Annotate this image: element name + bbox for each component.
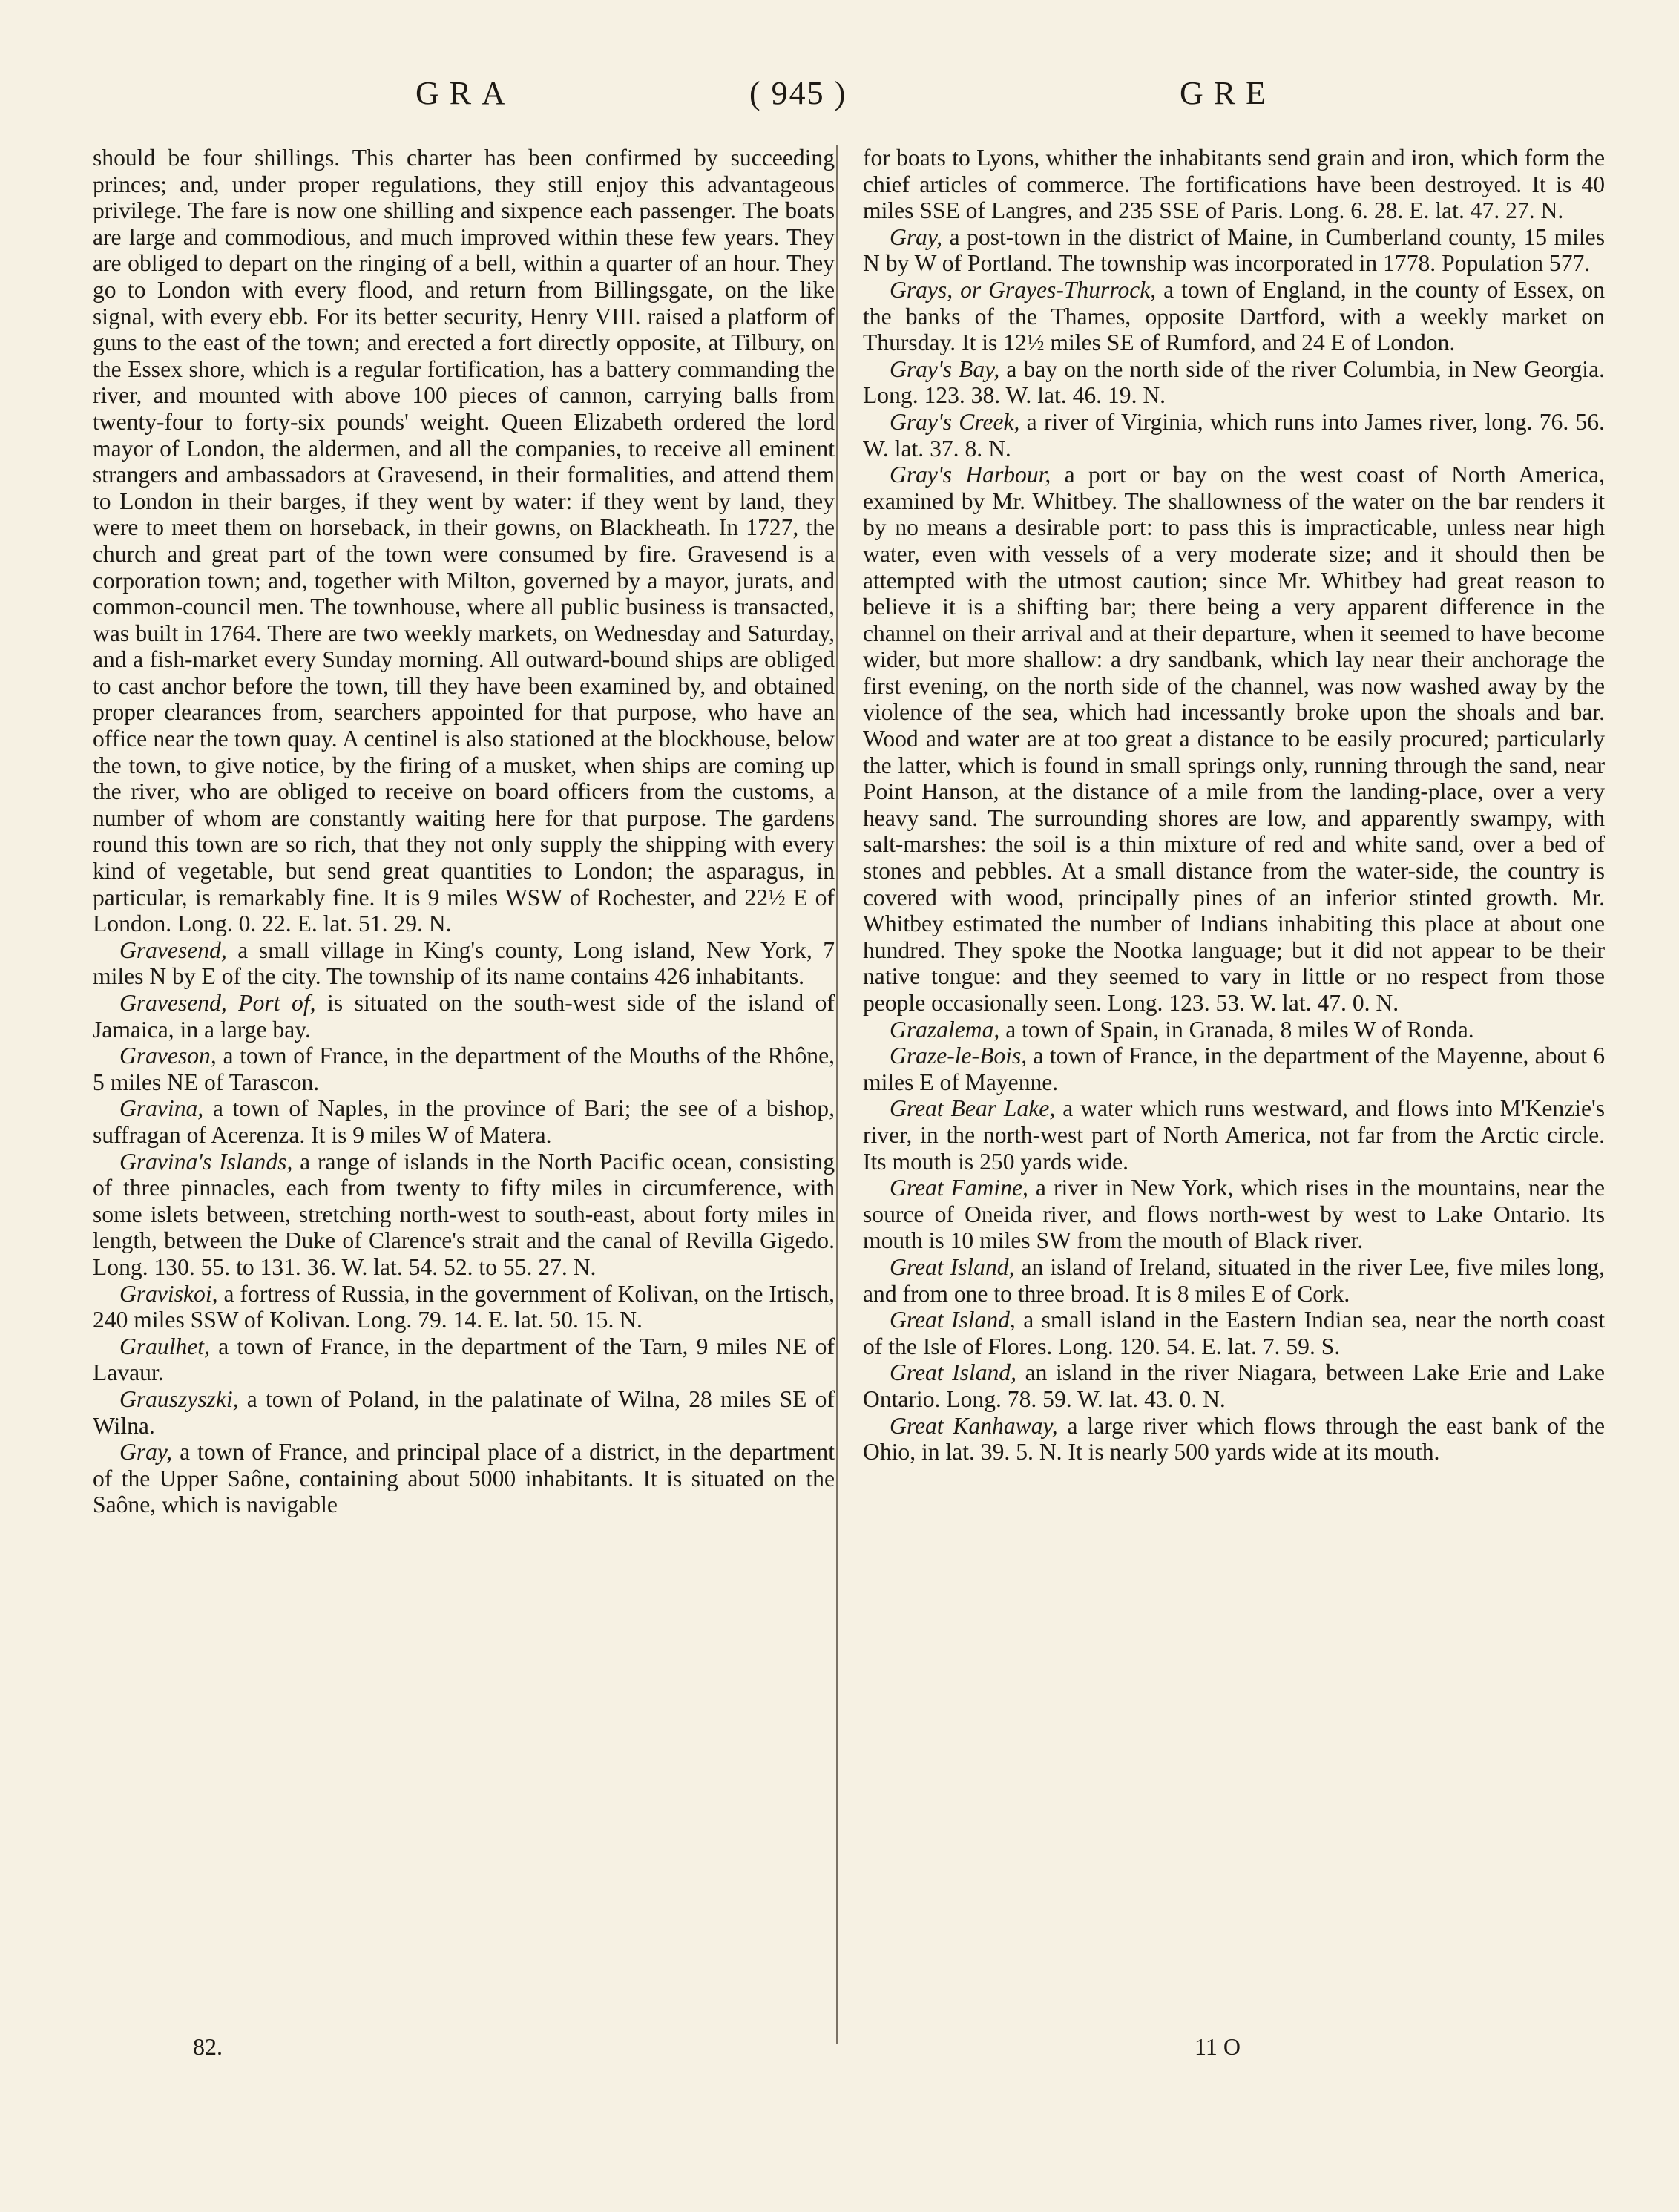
gazetteer-entry (93, 1439, 835, 1518)
entry-name: Great Kanhaway, (890, 1412, 1058, 1439)
entry-text: a town of Naples, in the province of Bari; the see of a bishop, suffragan of Acerenza. It is 9 miles W of Matera. (93, 1095, 835, 1148)
gazetteer-entry (863, 1095, 1605, 1175)
signature-mark: 82. (193, 2033, 223, 2060)
entry-name: Grazalema, (890, 1016, 1000, 1043)
header-left-guideword: GRA (415, 75, 516, 111)
entry-text: an island in the river Niagara, between Lake Erie and Lake Ontario. Long. 78. 59. W. lat. 43. 0. N. (863, 1359, 1605, 1412)
gazetteer-entry (863, 356, 1605, 409)
gazetteer-entry (863, 1175, 1605, 1254)
entry-name: Graulhet, (119, 1333, 210, 1359)
column-divider (836, 145, 838, 2044)
right-column (863, 145, 1605, 1466)
gazetteer-entry (93, 1043, 835, 1095)
entry-name: Gravina's Islands, (119, 1148, 293, 1175)
gazetteer-entry (93, 1386, 835, 1439)
entry-name: Great Island, (890, 1253, 1015, 1280)
entry-name: Great Famine, (890, 1175, 1028, 1201)
gazetteer-entry (93, 990, 835, 1043)
entry-name: Gray, (119, 1439, 173, 1466)
gazetteer-entry (863, 224, 1605, 277)
left-column (93, 145, 835, 1518)
entry-name: Graveson, (119, 1043, 217, 1069)
entry-text: a range of islands in the North Pacific ocean, consisting of three pinnacles, each from twenty to fifty miles in circumference, with some islets between, stretching north-west to south-east, about forty miles in length, between the Duke of Clarence's strait and the canal of Revilla Gigedo. Long. 130. 55. to 131. 36. W. lat. 54. 52. to 55. 27. N. (93, 1148, 835, 1280)
entry-text: a town of England, in the county of Essex, on the banks of the Thames, opposite Dartford, with a weekly market on Thursday. It is 12½ miles SE of Rumford, and 24 E of London. (863, 276, 1605, 356)
entry-name: Graze-le-Bois, (890, 1043, 1028, 1069)
entry-text: a town of Spain, in Granada, 8 miles W of Ronda. (999, 1016, 1474, 1043)
entry-text: a fortress of Russia, in the government of Kolivan, on the Irtisch, 240 miles SSW of Kolivan. Long. 79. 14. E. lat. 50. 15. N. (93, 1280, 835, 1333)
gazetteer-entry (863, 1359, 1605, 1412)
entry-text: a town of France, in the department of the Tarn, 9 miles NE of Lavaur. (93, 1333, 835, 1386)
entry-name: Great Bear Lake, (890, 1095, 1056, 1122)
entry-name: Gray's Creek, (890, 408, 1020, 435)
entry-text: a small island in the Eastern Indian sea, near the north coast of the Isle of Flores. Long. 120. 54. E. lat. 7. 59. S. (863, 1307, 1605, 1359)
entry-name: Gray's Harbour, (890, 462, 1051, 488)
gazetteer-entry (93, 1149, 835, 1281)
entry-text: a small village in King's county, Long island, New York, 7 miles N by E of the city. The township of its name contains 426 inhabitants. (93, 936, 835, 990)
gazetteer-entry (863, 1307, 1605, 1359)
entry-name: Gray, (890, 223, 943, 250)
gazetteer-entry (93, 937, 835, 990)
sheet-mark: 11 O (1195, 2033, 1241, 2060)
entry-text: a town of France, in the department of the Mouths of the Rhône, 5 miles NE of Tarascon. (93, 1043, 835, 1095)
gazetteer-entry (863, 1017, 1605, 1043)
entry-text: a river of Virginia, which runs into James river, long. 76. 56. W. lat. 37. 8. N. (863, 408, 1606, 462)
entry-name: Grays, or Grayes-Thurrock, (890, 276, 1157, 303)
entry-name: Great Island, (890, 1307, 1016, 1333)
gazetteer-entry (863, 409, 1605, 462)
entry-text: a post-town in the district of Maine, in Cumberland county, 15 miles N by W of Portland. The township was incorporated in 1778. Population 577. (863, 223, 1605, 277)
gazetteer-entry (863, 277, 1605, 356)
entry-name: Gravesend, (119, 936, 227, 963)
gazetteer-entry (863, 1413, 1605, 1466)
entry-text: a large river which flows through the east bank of the Ohio, in lat. 39. 5. N. It is nearly 500 yards wide at its mouth. (863, 1412, 1605, 1466)
entry-text: a port or bay on the west coast of North America, examined by Mr. Whitbey. The shallowness of the water on the bar renders it by no means a desirable port: to pass this is impracticable, unless near high water, even with vessels of a very moderate size; and it should then be attempted with the utmost caution; since Mr. Whitbey had great reason to believe it is a shifting bar; there being a very apparent difference in the channel on their arrival and at their departure, when it seemed to have become wider, but more shallow: a dry sandbank, which lay near their anchorage the first evening, on the north side of the channel, was now washed away by the violence of the sea, which had incessantly broke upon the shoals and bar. Wood and water are at too great a distance to be easily procured; particularly the latter, which is found in small springs only, running through the sand, near Point Hanson, at the distance of a mile from the landing-place, over a very heavy sand. The surrounding shores are low, and apparently swampy, with salt-marshes: the soil is a thin mixture of red and white sand, over a bed of stones and pebbles. At a small distance from the water-side, the country is covered with wood, principally pines of an inferior stinted growth. Mr. Whitbey estimated the number of Indians inhabiting this place at about one hundred. They spoke the Nootka language; but it did not appear to be their native tongue: and they seemed to vary in little or no respect from those people occasionally seen. Long. 123. 53. W. lat. 47. 0. N. (863, 462, 1605, 1016)
entry-name: Gray's Bay, (890, 355, 1000, 382)
gazetteer-entry (863, 1043, 1605, 1095)
continuation-paragraph: for boats to Lyons, whither the inhabitants send grain and iron, which form the chief articles of commerce. The fortifications have been destroyed. It is 40 miles SSE of Langres, and 235 SSE of Paris. Long. 6. 28. E. lat. 47. 27. N. (863, 145, 1605, 224)
entry-text: a bay on the north side of the river Columbia, in New Georgia. Long. 123. 38. W. lat. 46. 19. N. (863, 355, 1605, 409)
entry-text: a town of France, and principal place of a district, in the department of the Upper Saône, containing about 5000 inhabitants. It is situated on the Saône, which is navigable (93, 1439, 835, 1518)
entry-name: Graviskoi, (119, 1280, 218, 1307)
entry-text: a river in New York, which rises in the mountains, near the source of Oneida river, and flows north-west by west to Lake Ontario. Its mouth is 10 miles SW from the mouth of Black river. (863, 1175, 1605, 1254)
gazetteer-entry (863, 462, 1605, 1016)
entry-name: Gravesend, Port of, (119, 990, 316, 1016)
entry-name: Grauszyszki, (119, 1385, 239, 1412)
page-number: ( 945 ) (749, 75, 847, 111)
continuation-paragraph: should be four shillings. This charter has been confirmed by succeeding princes; and, under proper regulations, they still enjoy this advantageous privilege. The fare is now one shilling and sixpence each passenger. The boats are large and commodious, and much improved within these few years. They are obliged to depart on the ringing of a bell, within a quarter of an hour. They go to London with every flood, and return from Billingsgate, on the like signal, with every ebb. For its better security, Henry VIII. raised a platform of guns to the east of the town; and erected a fort directly opposite, at Tilbury, on the Essex shore, which is a regular fortification, has a battery commanding the river, and mounted with above 100 pieces of cannon, carrying balls from twenty-four to forty-six pounds' weight. Queen Elizabeth ordered the lord mayor of London, the aldermen, and all the companies, to receive all eminent strangers and ambassadors at Gravesend, in their formalities, and attend them to London in their barges, if they went by water: if they went by land, they were to meet them on horseback, in their gowns, on Blackheath. In 1727, the church and great part of the town were consumed by fire. Gravesend is a corporation town; and, together with Milton, governed by a mayor, jurats, and common-council men. The townhouse, where all public business is transacted, was built in 1764. There are two weekly markets, on Wednesday and Saturday, and a fish-market every Sunday morning. All outward-bound ships are obliged to cast anchor before the town, till they have been examined by, and obtained proper clearances from, searchers appointed for that purpose, who have an office near the town quay. A centinel is also stationed at the blockhouse, below the town, to give notice, by the firing of a musket, when ships are coming up the river, who are obliged to receive on board officers from the customs, a number of whom are constantly waiting here for that purpose. The gardens round this town are so rich, that they not only supply the shipping with every kind of vegetable, but send great quantities to London; the asparagus, in particular, is remarkably fine. It is 9 miles WSW of Rochester, and 22½ E of London. Long. 0. 22. E. lat. 51. 29. N. (93, 145, 835, 937)
entry-text: a water which runs westward, and flows into M'Kenzie's river, in the north-west part of North America, not far from the Arctic circle. Its mouth is 250 yards wide. (863, 1095, 1605, 1175)
header-right-guideword: GRE (1180, 75, 1276, 111)
entry-text: is situated on the south-west side of the island of Jamaica, in a large bay. (93, 990, 835, 1043)
running-header (0, 74, 1679, 119)
entry-text: an island of Ireland, situated in the river Lee, five miles long, and from one to three broad. It is 8 miles E of Cork. (863, 1253, 1605, 1307)
entry-name: Gravina, (119, 1095, 204, 1122)
gazetteer-entry (93, 1333, 835, 1386)
entry-text: a town of Poland, in the palatinate of Wilna, 28 miles SE of Wilna. (93, 1385, 835, 1439)
entry-name: Great Island, (890, 1359, 1016, 1386)
gazetteer-entry (93, 1281, 835, 1333)
entry-text: a town of France, in the department of the Mayenne, about 6 miles E of Mayenne. (863, 1043, 1605, 1095)
gazetteer-entry (93, 1095, 835, 1148)
gazetteer-entry (863, 1254, 1605, 1307)
